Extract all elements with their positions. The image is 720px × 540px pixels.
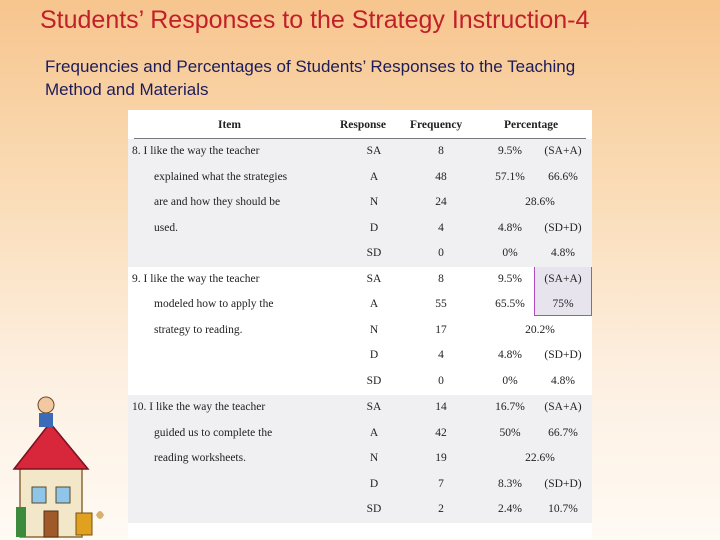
frequency-cell: 19	[435, 452, 447, 464]
table-row	[128, 139, 592, 165]
frequency-cell: 8	[438, 145, 444, 157]
response-cell: SA	[366, 272, 382, 285]
percentage-cell: 16.7%	[495, 401, 525, 413]
slide-title: Students’ Responses to the Strategy Instruction-4	[40, 6, 590, 34]
table-row	[128, 369, 592, 395]
group-cell: 4.8%	[551, 374, 575, 387]
group-cell: 66.7%	[548, 426, 578, 439]
frequency-cell: 4	[438, 349, 444, 361]
table-row	[128, 343, 592, 369]
item-text: 10. I like the way the teacher	[132, 401, 266, 413]
response-cell: SA	[366, 401, 382, 413]
group-cell: 66.6%	[548, 170, 578, 183]
group-cell: (SD+D)	[544, 349, 582, 361]
frequency-cell: 17	[435, 323, 447, 336]
response-cell: SD	[366, 503, 382, 515]
table-row	[128, 497, 592, 523]
header-percentage: Percentage	[504, 119, 559, 131]
table-row	[128, 165, 592, 191]
response-cell: A	[369, 426, 379, 439]
table-row	[128, 446, 592, 472]
header-frequency: Frequency	[410, 119, 463, 131]
item-text: explained what the strategies	[154, 170, 288, 183]
frequency-cell: 14	[435, 401, 447, 413]
percentage-cell: 8.3%	[498, 477, 522, 490]
response-cell: A	[369, 170, 379, 183]
percentage-cell: 0%	[502, 247, 518, 259]
table-header	[128, 110, 592, 140]
group-cell: (SA+A)	[544, 401, 582, 413]
table-row	[128, 190, 592, 216]
response-cell: SD	[366, 247, 382, 259]
frequency-cell: 0	[438, 374, 444, 387]
frequency-cell: 2	[438, 503, 444, 515]
item-text: reading worksheets.	[154, 452, 246, 464]
table-row	[128, 318, 592, 344]
table-row	[128, 421, 592, 447]
item-text: 8. I like the way the teacher	[132, 145, 260, 157]
item-text: 9. I like the way the teacher	[132, 272, 260, 285]
percentage-cell: 0%	[502, 374, 518, 387]
header-item: Item	[218, 119, 241, 131]
item-text: are and how they should be	[154, 196, 281, 208]
combined-percentage-cell: 28.6%	[525, 196, 555, 208]
response-cell: SA	[366, 145, 382, 157]
percentage-cell: 4.8%	[498, 349, 522, 361]
frequency-cell: 24	[435, 196, 447, 208]
group-cell: 4.8%	[551, 247, 575, 259]
table-row	[128, 395, 592, 421]
combined-percentage-cell: 20.2%	[525, 323, 555, 336]
table-row	[128, 267, 592, 293]
item-text: modeled how to apply the	[154, 298, 274, 310]
percentage-cell: 9.5%	[498, 272, 522, 285]
slide-subtitle: Frequencies and Percentages of Students’ Responses to the Teaching Method and Materials	[45, 57, 576, 99]
percentage-cell: 50%	[499, 426, 521, 439]
frequency-cell: 0	[438, 247, 444, 259]
group-cell: (SA+A)	[544, 145, 582, 157]
frequency-cell: 42	[435, 426, 447, 439]
table-row	[128, 472, 592, 498]
item-text: used.	[154, 221, 178, 234]
percentage-cell: 4.8%	[498, 221, 522, 234]
header-response: Response	[340, 119, 387, 131]
percentage-cell: 2.4%	[498, 503, 522, 515]
group-cell: (SD+D)	[544, 221, 582, 234]
responses-table	[128, 110, 592, 538]
percentage-cell: 65.5%	[495, 298, 525, 310]
frequency-cell: 55	[435, 298, 447, 310]
response-cell: A	[369, 298, 379, 310]
group-cell: (SD+D)	[544, 477, 582, 490]
combined-percentage-cell: 22.6%	[525, 452, 555, 464]
group-cell: 10.7%	[548, 503, 578, 515]
group-cell: 75%	[552, 298, 574, 310]
response-cell: SD	[366, 374, 382, 387]
response-cell: N	[369, 196, 379, 208]
group-cell: (SA+A)	[544, 272, 582, 285]
response-cell: D	[369, 349, 379, 361]
response-cell: D	[369, 477, 379, 490]
frequency-cell: 8	[438, 272, 444, 285]
percentage-cell: 57.1%	[495, 170, 525, 183]
item-text: guided us to complete the	[154, 426, 273, 439]
percentage-cell: 9.5%	[498, 145, 522, 157]
table-row	[128, 292, 592, 318]
response-cell: N	[369, 452, 379, 464]
frequency-cell: 4	[438, 221, 444, 234]
item-text: strategy to reading.	[154, 323, 243, 336]
table-row	[128, 241, 592, 267]
response-cell: D	[369, 221, 379, 234]
response-cell: N	[369, 323, 379, 336]
table-row	[128, 216, 592, 242]
house-with-child-illustration-icon	[6, 395, 118, 540]
frequency-cell: 48	[435, 170, 447, 183]
frequency-cell: 7	[438, 477, 444, 490]
